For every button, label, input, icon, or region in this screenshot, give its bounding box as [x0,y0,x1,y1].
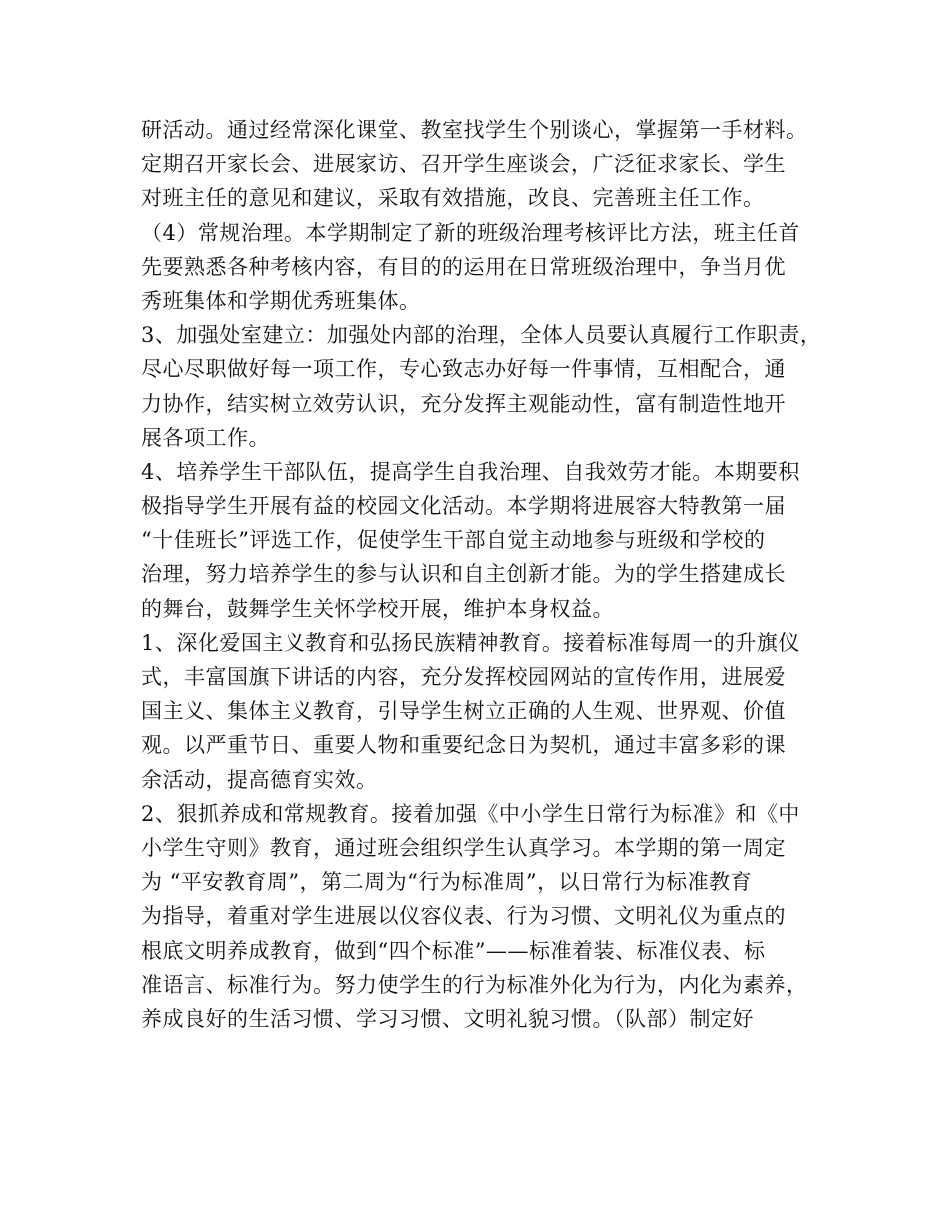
text-line: 展各项工作。 [141,425,270,450]
text-line: 准语言、标准行为。努力使学生的行为标准外化为行为，内化为素养， [141,972,808,997]
text-line: 先要熟悉各种考核内容，有目的的运用在日常班级治理中，争当月优 [141,254,786,279]
text-line: 研活动。通过经常深化课堂、教室找学生个别谈心，掌握第一手材料。 [141,118,808,142]
text-line: 3、加强处室建立：加强处内部的治理，全体人员要认真履行工作职责， [141,323,822,348]
text-line: 为指导，着重对学生进展以仪容仪表、行为习惯、文明礼仪为重点的 [141,904,786,929]
text-line: 治理，努力培养学生的参与认识和自主创新才能。为的学生搭建成长 [141,562,786,587]
text-line: 国主义、集体主义教育，引导学生树立正确的人生观、世界观、价值 [141,699,786,724]
text-line: 秀班集体和学期优秀班集体。 [141,288,421,313]
text-line: 对班主任的意见和建议，采取有效措施，改良、完善班主任工作。 [141,186,765,211]
text-line: 小学生守则》教育，通过班会组织学生认真学习。本学期的第一周定 [141,835,786,860]
text-line: （4）常规治理。本学期制定了新的班级治理考核评比方法，班主任首 [141,220,800,245]
text-line: 的舞台，鼓舞学生关怀学校开展，维护本身权益。 [141,596,614,621]
text-line: 1、深化爱国主义教育和弘扬民族精神教育。接着标准每周一的升旗仪 [141,630,800,655]
text-line: 观。以严重节日、重要人物和重要纪念日为契机，通过丰富多彩的课 [141,733,786,758]
text-line: 定期召开家长会、进展家访、召开学生座谈会，广泛征求家长、学生 [141,152,786,177]
text-line: 根底文明养成教育，做到“四个标准”——标准着装、标准仪表、标 [141,938,766,963]
text-line: 尽心尽职做好每一项工作，专心致志办好每一件事情，互相配合，通 [141,357,786,382]
text-line: 养成良好的生活习惯、学习习惯、文明礼貌习惯。（队部）制定好 [141,1006,754,1031]
text-line: 式，丰富国旗下讲话的内容，充分发挥校园网站的宣传作用，进展爱 [141,665,786,689]
text-line: 极指导学生开展有益的校园文化活动。本学期将进展容大特教第一届 [141,494,786,519]
text-line: 4、培养学生干部队伍，提高学生自我治理、自我效劳才能。本期要积 [141,459,800,484]
body-text [141,113,821,1036]
text-line: 2、狠抓养成和常规教育。接着加强《中小学生日常行为标准》和《中 [141,801,800,826]
text-line: 余活动，提高德育实效。 [141,767,378,792]
text-line: 力协作，结实树立效劳认识，充分发挥主观能动性，富有制造性地开 [141,391,786,416]
text-line: “十佳班长”评选工作，促使学生干部自觉主动地参与班级和学校的 [141,528,766,553]
text-line: 为 “平安教育周”，第二周为“行为标准周”，以日常行为标准教育 [141,870,753,895]
